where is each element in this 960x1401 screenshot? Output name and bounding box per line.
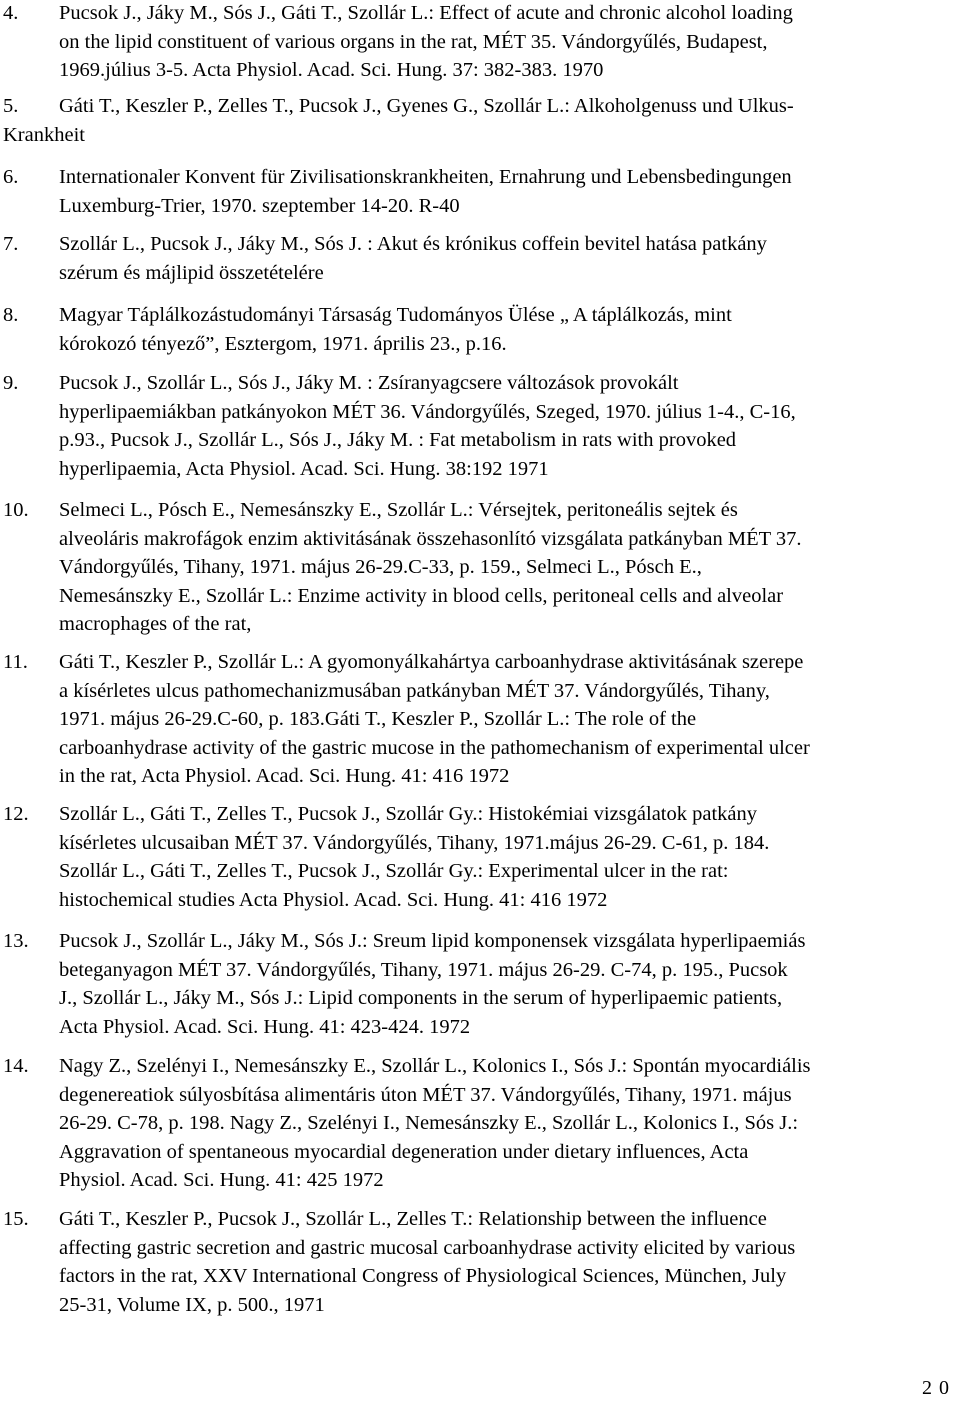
reference-number: 11.	[3, 651, 28, 673]
reference-line: beteganyagon MÉT 37. Vándorgyűlés, Tihany, 1971. május 26-29. C-74, p. 195., Pucsok	[59, 958, 788, 981]
reference-line: alveoláris makrofágok enzim aktivitásának összehasonlító vizsgálata patkányban MÉT 37.	[59, 527, 802, 550]
reference-text	[59, 496, 802, 639]
reference-text	[59, 648, 810, 791]
reference-text	[59, 301, 732, 358]
reference-line: 26-29. C-78, p. 198. Nagy Z., Szelényi I., Nemesánszky E., Szollár L., Kolonics I., Sós J.:	[59, 1112, 799, 1134]
reference-line: hyperlipaemia, Acta Physiol. Acad. Sci. Hung. 38:192 1971	[59, 457, 549, 480]
reference-line: affecting gastric secretion and gastric mucosal carboanhydrase activity elicited by various	[59, 1236, 796, 1259]
reference-line: in the rat, Acta Physiol. Acad. Sci. Hung. 41: 416 1972	[59, 765, 510, 787]
reference-line: Gáti T., Keszler P., Pucsok J., Szollár L., Zelles T.: Relationship between the influence	[59, 1208, 767, 1230]
reference-line: Internationaler Konvent für Zivilisationskrankheiten, Ernahrung und Lebensbedingungen	[59, 166, 792, 188]
reference-line: Magyar Táplálkozástudományi Társaság Tudományos Ülése „ A táplálkozás, mint	[59, 304, 732, 326]
reference-line: Krankheit	[3, 123, 85, 146]
reference-line: carboanhydrase activity of the gastric mucose in the pathomechanism of experimental ulcer	[59, 736, 810, 759]
reference-number: 13.	[3, 930, 29, 952]
reference-text	[59, 0, 793, 85]
reference-number: 4.	[3, 2, 19, 24]
reference-line: kísérletes ulcusaiban MÉT 37. Vándorgyűlés, Tihany, 1971.május 26-29. C-61, p. 184.	[59, 831, 770, 854]
reference-line: 1969.július 3-5. Acta Physiol. Acad. Sci. Hung. 37: 382-383. 1970	[59, 59, 604, 81]
reference-text-continuation	[3, 121, 85, 150]
reference-text	[59, 92, 794, 121]
reference-number: 7.	[3, 233, 19, 255]
reference-line: hyperlipaemiákban patkányokon MÉT 36. Vándorgyűlés, Szeged, 1970. július 1-4., C-16,	[59, 400, 796, 423]
reference-line: factors in the rat, XXV International Congress of Physiological Sciences, München, July	[59, 1265, 787, 1287]
reference-line: histochemical studies Acta Physiol. Acad. Sci. Hung. 41: 416 1972	[59, 888, 608, 911]
reference-number: 6.	[3, 166, 19, 188]
reference-line: Luxemburg-Trier, 1970. szeptember 14-20. R-40	[59, 194, 460, 217]
reference-line: p.93., Pucsok J., Szollár L., Sós J., Jáky M. : Fat metabolism in rats with provoked	[59, 429, 737, 451]
reference-line: Gáti T., Keszler P., Szollár L.: A gyomonyálkahártya carboanhydrase aktivitásának szerepe	[59, 651, 804, 673]
reference-line: a kísérletes ulcus pathomechanizmusában patkányban MÉT 37. Vándorgyűlés, Tihany,	[59, 679, 770, 702]
reference-line: 1971. május 26-29.C-60, p. 183.Gáti T., Keszler P., Szollár L.: The role of the	[59, 708, 697, 730]
reference-line: Selmeci L., Pósch E., Nemesánszky E., Szollár L.: Vérsejtek, peritoneális sejtek és	[59, 499, 738, 521]
reference-line: 25-31, Volume IX, p. 500., 1971	[59, 1293, 325, 1316]
reference-number: 8.	[3, 304, 19, 326]
reference-line: Acta Physiol. Acad. Sci. Hung. 41: 423-424. 1972	[59, 1015, 471, 1038]
reference-text	[59, 927, 805, 1041]
reference-number: 5.	[3, 95, 19, 117]
page-number: 20	[922, 1377, 956, 1399]
reference-line: Szollár L., Pucsok J., Jáky M., Sós J. : Akut és krónikus coffein bevitel hatása patkány	[59, 233, 767, 255]
reference-text	[59, 163, 792, 220]
reference-number: 15.	[3, 1208, 29, 1230]
reference-line: Gáti T., Keszler P., Zelles T., Pucsok J., Gyenes G., Szollár L.: Alkoholgenuss und Ulkus-	[59, 95, 794, 117]
reference-line: macrophages of the rat,	[59, 613, 252, 635]
reference-number: 14.	[3, 1055, 29, 1077]
reference-line: szérum és májlipid összetételére	[59, 261, 324, 284]
reference-line: kórokozó tényező”, Esztergom, 1971. április 23., p.16.	[59, 332, 507, 355]
reference-line: Aggravation of spentaneous myocardial degeneration under dietary influences, Acta	[59, 1140, 749, 1163]
reference-line: Physiol. Acad. Sci. Hung. 41: 425 1972	[59, 1169, 384, 1191]
reference-line: degenereatiok súlyosbítása alimentáris úton MÉT 37. Vándorgyűlés, Tihany, 1971. május	[59, 1083, 792, 1106]
reference-text	[59, 1205, 795, 1319]
reference-line: Szollár L., Gáti T., Zelles T., Pucsok J., Szollár Gy.: Experimental ulcer in the rat:	[59, 860, 729, 882]
reference-line: Szollár L., Gáti T., Zelles T., Pucsok J., Szollár Gy.: Histokémiai vizsgálatok patkány	[59, 803, 758, 825]
reference-line: Vándorgyűlés, Tihany, 1971. május 26-29.C-33, p. 159., Selmeci L., Pósch E.,	[59, 556, 702, 578]
reference-line: J., Szollár L., Jáky M., Sós J.: Lipid components in the serum of hyperlipaemic patients,	[59, 987, 783, 1009]
reference-number: 9.	[3, 372, 19, 394]
reference-number: 10.	[3, 499, 29, 521]
reference-text	[59, 800, 769, 914]
reference-line: Pucsok J., Szollár L., Sós J., Jáky M. : Zsíranyagcsere változások provokált	[59, 372, 679, 394]
reference-text	[59, 1052, 811, 1195]
reference-line: Nagy Z., Szelényi I., Nemesánszky E., Szollár L., Kolonics I., Sós J.: Spontán myocardiális	[59, 1055, 811, 1077]
reference-number: 12.	[3, 803, 29, 825]
reference-line: Pucsok J., Jáky M., Sós J., Gáti T., Szollár L.: Effect of acute and chronic alcohol loading	[59, 2, 793, 24]
reference-line: Pucsok J., Szollár L., Jáky M., Sós J.: Sreum lipid komponensek vizsgálata hyperlipaemiás	[59, 930, 806, 952]
reference-text	[59, 369, 796, 483]
reference-line: Nemesánszky E., Szollár L.: Enzime activity in blood cells, peritoneal cells and alveolar	[59, 584, 784, 607]
reference-line: on the lipid constituent of various organs in the rat, MÉT 35. Vándorgyűlés, Budapest,	[59, 30, 768, 53]
reference-text	[59, 230, 767, 287]
